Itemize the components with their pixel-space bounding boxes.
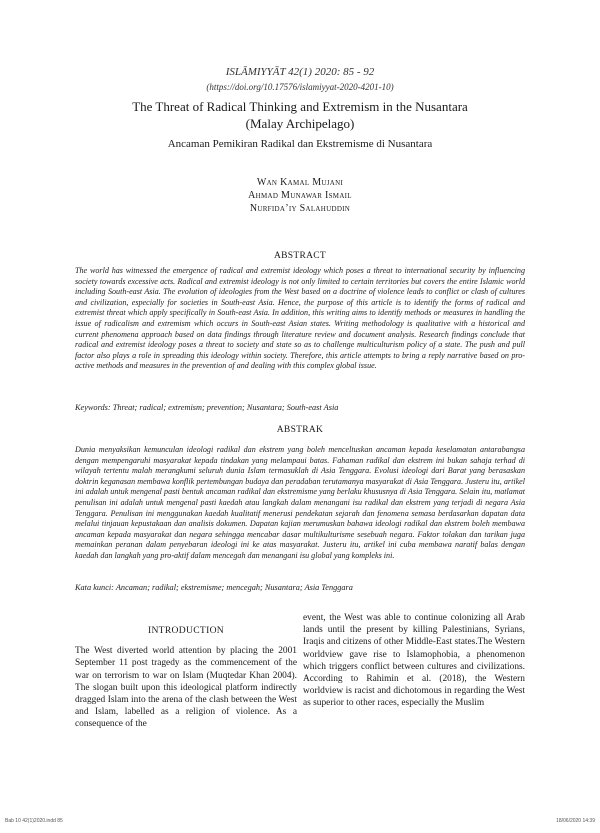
body-column-left [75,625,297,731]
introduction-paragraph-continued: event, the West was able to continue colonizing all Arab lands until the present by killing Palestinians, Syrians, Iraqis and citizens of other Middle-East states.The Western worldview gave rise to Islamophobia, a phenomenon which triggers conflict between cultures and civilizations. According to Rahimin et al. (2018), the Western worldview is racist and dichotomous in regarding the West as superior to other races, especially the Muslim [303,613,525,709]
kata-kunci: Kata kunci: Ancaman; radikal; ekstremisme; mencegah; Nusantara; Asia Tenggara [75,583,353,592]
body-column-right [303,612,525,710]
article-subtitle: Ancaman Pemikiran Radikal dan Ekstremisme di Nusantara [167,138,433,150]
abstrak-heading: ABSTRAK [276,425,324,435]
author-name: Ahmad Munawar Ismail [248,190,352,201]
abstract-text: The world has witnessed the emergence of radical and extremist ideology which poses a threat to international security by influencing society towards excessive acts. Radical and extremist ideology is not only limited to certain territories but covers the entire Islamic world including South-east Asia. The evolution of ideologies from the West based on a doctrine of violence leads to conflict or clash of cultures and civilization, especially for societies in South-east Asia. Hence, the purpose of this article is to identify the forms of radical and extremist threat which apply specifically in South-east Asia. In addition, this writing aims to identify methods or measures in handling the issue of radicalism and extremism which occurs in South-east Asian states. Writing methodology is qualitative with a historical and current phenomena approach based on data findings through literature review and document analysis. Research findings conclude that radical and extremist ideology poses a threat to society and state so as to challenge multiculturism policy of a state. The push and pull factor also plays a role in spreading this ideology within society. Therefore, this article attempts to bring a reply narrative based on pro-active methods and measures in the prevention of and dealing with this complex global issue. [75,266,525,371]
journal-citation: ISLĀMIYYĀT 42(1) 2020: 85 - 92 [225,66,375,78]
print-footer-date: 18/06/2020 14:39 [556,818,595,824]
author-list [0,176,600,215]
title-line-1: The Threat of Radical Thinking and Extremism in the Nusantara [132,99,468,114]
abstrak-text: Dunia menyaksikan kemunculan ideologi radikal dan ekstrem yang boleh menceltuskan ancaman kepada keselamatan antarabangsa dengan mempengaruhi masyarakat kepada tindakan yang melampaui batas. Fahaman radikal dan ekstrem ini bukan sahaja terhad di wilayah tertentu malah merangkumi seluruh dunia Islam termasuklah di Asia Tenggara. Evolusi ideologi dari Barat yang berasaskan doktrin keganasan membawa konflik pertembungan budaya dan peradaban terutamanya masyarakat di Asia Tenggara. Justeru itu, artikel ini adalah untuk mengenal pasti bentuk ancaman radikal dan ekstremisme yang berlaku khususnya di Asia Tenggara. Selain itu, matlamat penulisan ini adalah untuk mengenal pasti kaedah atau langkah dalam menangani isu radikal dan ekstrem yang terjadi di negara Asia Tenggara. Penulisan ini menggunakan kaedah kualitatif menerusi pendekatan sejarah dan fenomena semasa berdasarkan dapatan data melalui tinjauan kepustakaan dan analisis dokumen. Dapatan kajian merumuskan bahawa ideologi radikal dan ekstrem boleh membawa ancaman kepada masyarakat dan negara sehingga mencabar dasar multikulturisme sesebuah negara. Faktor tolakan dan tarikan juga memainkan peranan dalam penyebaran ideologi ini ke atas masyarakat. Justeru itu, artikel ini cuba membawa naratif balas dengan kaedah dan langkah yang pro-aktif dalam mencegah dan menangani isu global yang kompleks ini. [75,445,525,560]
author-name: Nurfida’iy Salahuddin [249,203,351,214]
introduction-heading: INTRODUCTION [147,625,225,636]
author-name: Wan Kamal Mujani [256,177,344,188]
doi-link[interactable]: (https://doi.org/10.17576/islamiyyat-2020-4201-10) [206,82,394,92]
abstract-heading: ABSTRACT [273,251,327,261]
article-title [60,98,540,132]
keywords: Keywords: Threat; radical; extremism; prevention; Nusantara; South-east Asia [75,403,339,412]
title-line-2: (Malay Archipelago) [245,116,355,131]
introduction-paragraph: The West diverted world attention by placing the 2001 September 11 post tragedy as the commencement of the war on terrorism to war on Islam (Muqtedar Khan 2004). The slogan built upon this ideological platform indirectly dragged Islam into the arena of the clash between the West and Islam, labelled as a religion of violence. As a consequence of the [75,646,297,730]
print-footer-file: Bab 10 42(1)2020.indd 85 [5,818,63,824]
